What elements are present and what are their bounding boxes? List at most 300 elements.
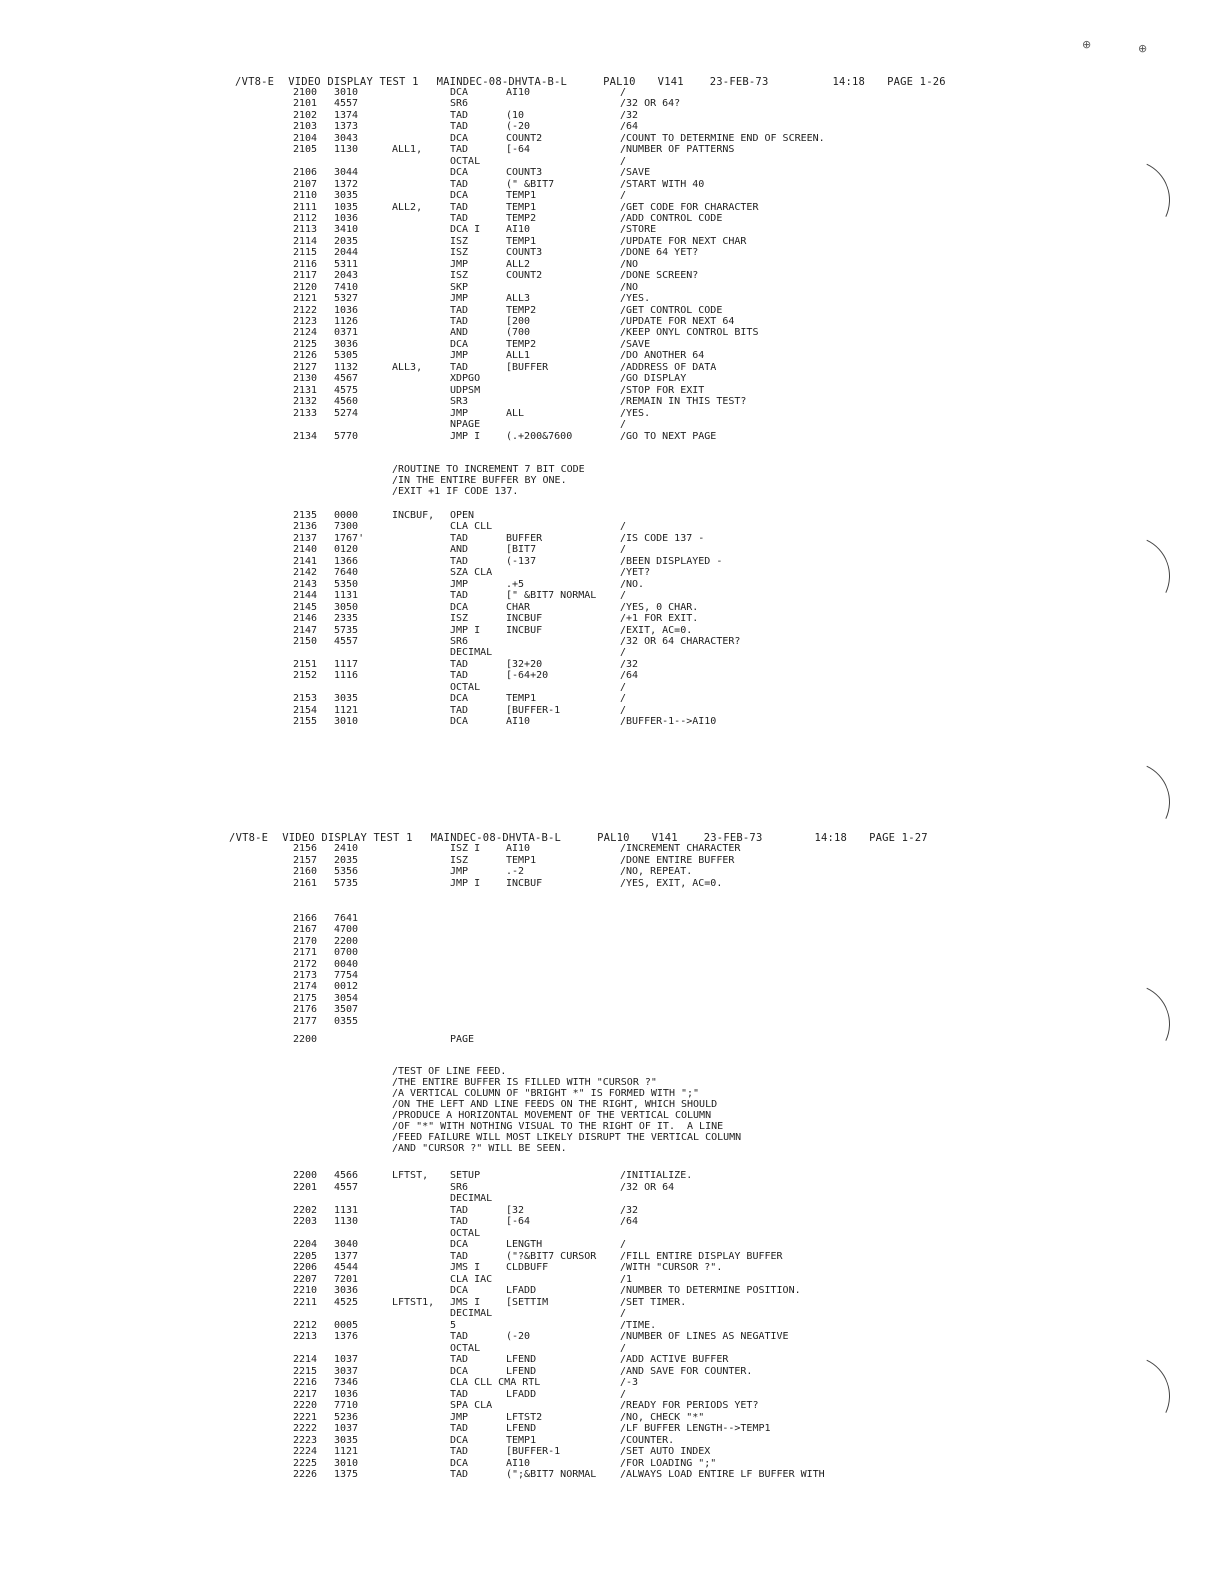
row-octal-code: 3043 bbox=[334, 132, 359, 144]
header-id: /VT8-E bbox=[235, 76, 275, 88]
row-address: 2124 bbox=[293, 327, 318, 339]
row-address: 2142 bbox=[293, 567, 318, 579]
row-octal-code: 5305 bbox=[334, 350, 359, 362]
row-comment: / bbox=[620, 419, 627, 431]
row-octal-code: 4575 bbox=[334, 384, 359, 396]
row-octal-code: 1117 bbox=[334, 658, 359, 670]
row-operand: [32 bbox=[506, 1204, 525, 1216]
row-opcode: JMS I bbox=[450, 1262, 481, 1273]
row-octal-code: 4700 bbox=[334, 924, 359, 936]
row-opcode: DCA bbox=[450, 716, 469, 728]
row-address: 2105 bbox=[293, 144, 318, 156]
header-time: 14:18 bbox=[814, 832, 848, 844]
row-label: ALL1, bbox=[392, 144, 423, 156]
row-octal-code: 3040 bbox=[334, 1239, 359, 1250]
comment-line: /THE ENTIRE BUFFER IS FILLED WITH "CURSOR ?" bbox=[392, 1077, 657, 1088]
row-comment: /NUMBER OF PATTERNS bbox=[620, 144, 735, 156]
row-address: 2151 bbox=[293, 658, 318, 670]
row-address: 2161 bbox=[293, 877, 318, 889]
row-comment: /ADD CONTROL CODE bbox=[620, 212, 723, 224]
row-octal-code: 5735 bbox=[334, 624, 359, 636]
row-octal-code: 1372 bbox=[334, 178, 359, 190]
row-opcode: TAD bbox=[450, 304, 469, 316]
row-operand: [" &BIT7 NORMAL bbox=[506, 590, 597, 602]
row-address: 2106 bbox=[293, 167, 318, 179]
row-octal-code: 1035 bbox=[334, 201, 359, 213]
row-octal-code: 7754 bbox=[334, 970, 359, 981]
comment-line: /PRODUCE A HORIZONTAL MOVEMENT OF THE VERTICAL COLUMN bbox=[392, 1110, 712, 1121]
row-address: 2222 bbox=[293, 1423, 318, 1434]
row-address: 2134 bbox=[293, 430, 318, 442]
row-comment: /GO DISPLAY bbox=[620, 373, 687, 385]
row-opcode: DECIMAL bbox=[450, 1308, 493, 1319]
row-octal-code: 0700 bbox=[334, 947, 359, 959]
row-opcode: JMP I bbox=[450, 877, 481, 889]
row-octal-code: 1375 bbox=[334, 1469, 359, 1480]
row-octal-code: 1037 bbox=[334, 1423, 359, 1434]
row-opcode: DCA bbox=[450, 1365, 469, 1377]
row-address: 2223 bbox=[293, 1434, 318, 1446]
row-operand: (-20 bbox=[506, 121, 531, 133]
row-opcode: TAD bbox=[450, 1216, 469, 1227]
row-octal-code: 5311 bbox=[334, 258, 359, 270]
row-octal-code: 7346 bbox=[334, 1377, 359, 1388]
row-opcode: DCA bbox=[450, 190, 469, 202]
row-operand: COUNT2 bbox=[506, 270, 543, 282]
row-comment: / bbox=[620, 544, 627, 556]
row-address: 2114 bbox=[293, 235, 318, 247]
row-octal-code: 7640 bbox=[334, 567, 359, 579]
row-opcode: AND bbox=[450, 327, 469, 339]
row-address: 2203 bbox=[293, 1216, 318, 1227]
row-comment: /UPDATE FOR NEXT CHAR bbox=[620, 235, 747, 247]
row-comment: /READY FOR PERIODS YET? bbox=[620, 1400, 759, 1411]
header-version: V141 bbox=[657, 76, 684, 88]
row-octal-code: 3035 bbox=[334, 693, 359, 705]
row-octal-code: 2335 bbox=[334, 613, 359, 625]
row-operand: (-137 bbox=[506, 555, 537, 567]
row-opcode: DECIMAL bbox=[450, 1193, 493, 1204]
row-operand: [-64 bbox=[506, 1216, 531, 1227]
row-operand: [BIT7 bbox=[506, 544, 537, 556]
row-operand: CHAR bbox=[506, 601, 531, 613]
directive-addr: 2200 bbox=[293, 1034, 318, 1045]
row-comment: /FOR LOADING ";" bbox=[620, 1457, 717, 1469]
row-comment: / bbox=[620, 647, 627, 659]
row-operand: COUNT2 bbox=[506, 132, 543, 144]
row-operand: AI10 bbox=[506, 224, 531, 236]
row-opcode: TAD bbox=[450, 555, 469, 567]
row-operand: (10 bbox=[506, 109, 525, 121]
row-octal-code: 3410 bbox=[334, 224, 359, 236]
row-octal-code: 4557 bbox=[334, 635, 359, 647]
row-octal-code: 5274 bbox=[334, 407, 359, 419]
row-octal-code: 4560 bbox=[334, 396, 359, 408]
row-octal-code: 1116 bbox=[334, 670, 359, 682]
row-octal-code: 3054 bbox=[334, 992, 359, 1004]
row-opcode: CLA CLL bbox=[450, 521, 493, 533]
row-comment: /NO, REPEAT. bbox=[620, 866, 693, 877]
row-opcode: TAD bbox=[450, 144, 469, 156]
row-address: 2204 bbox=[293, 1239, 318, 1250]
row-comment: /YET? bbox=[620, 567, 651, 579]
row-address: 2141 bbox=[293, 555, 318, 567]
header-title: VIDEO DISPLAY TEST 1 bbox=[282, 832, 413, 844]
row-address: 2113 bbox=[293, 224, 318, 236]
row-comment: /DO ANOTHER 64 bbox=[620, 350, 705, 362]
row-comment: /TIME. bbox=[620, 1319, 657, 1331]
row-opcode: TAD bbox=[450, 178, 469, 190]
row-operand: [-64+20 bbox=[506, 670, 549, 682]
row-octal-code: 1121 bbox=[334, 1446, 359, 1457]
row-octal-code: 5327 bbox=[334, 293, 359, 305]
row-octal-code: 1130 bbox=[334, 144, 359, 156]
row-comment: /IS CODE 137 - bbox=[620, 532, 705, 544]
row-octal-code: 3035 bbox=[334, 190, 359, 202]
corner-mark-right: ⊕ bbox=[1138, 42, 1148, 55]
row-operand: ("?&BIT7 CURSOR bbox=[506, 1250, 597, 1262]
row-octal-code: 3010 bbox=[334, 87, 359, 98]
row-opcode: TAD bbox=[450, 658, 469, 670]
row-octal-code: 5770 bbox=[334, 430, 359, 442]
row-comment: /32 bbox=[620, 109, 639, 121]
row-octal-code: 5350 bbox=[334, 578, 359, 590]
row-octal-code: 2200 bbox=[334, 935, 359, 947]
row-comment: /32 OR 64 bbox=[620, 1181, 675, 1193]
row-address: 2115 bbox=[293, 247, 318, 259]
header-version: V141 bbox=[651, 832, 678, 844]
row-address: 2112 bbox=[293, 212, 318, 224]
row-comment: /64 bbox=[620, 1216, 639, 1227]
corner-mark-left: ⊕ bbox=[1082, 38, 1092, 51]
row-address: 2126 bbox=[293, 350, 318, 362]
row-operand: COUNT3 bbox=[506, 167, 543, 179]
row-address: 2137 bbox=[293, 532, 318, 544]
row-comment: /REMAIN IN THIS TEST? bbox=[620, 396, 747, 408]
row-comment: /64 bbox=[620, 670, 639, 682]
row-operand: [200 bbox=[506, 316, 531, 327]
row-address: 2171 bbox=[293, 947, 318, 959]
row-octal-code: 2410 bbox=[334, 843, 359, 854]
header-time: 14:18 bbox=[832, 76, 866, 88]
row-opcode: DCA bbox=[450, 1239, 469, 1250]
row-octal-code: 3037 bbox=[334, 1365, 359, 1377]
row-opcode: DCA bbox=[450, 87, 469, 98]
row-operand: AI10 bbox=[506, 716, 531, 728]
row-address: 2154 bbox=[293, 704, 318, 716]
row-comment: / bbox=[620, 87, 627, 98]
row-address: 2122 bbox=[293, 304, 318, 316]
row-comment: /INCREMENT CHARACTER bbox=[620, 843, 741, 854]
row-comment: /DONE 64 YET? bbox=[620, 247, 699, 259]
row-address: 2170 bbox=[293, 935, 318, 947]
row-octal-code: 1131 bbox=[334, 1204, 359, 1216]
row-address: 2215 bbox=[293, 1365, 318, 1377]
row-opcode: TAD bbox=[450, 704, 469, 716]
row-octal-code: 1376 bbox=[334, 1331, 359, 1342]
row-opcode: UDPSM bbox=[450, 384, 481, 396]
row-address: 2200 bbox=[293, 1170, 318, 1181]
row-comment: / bbox=[620, 1239, 627, 1250]
header-assembler: PAL10 bbox=[603, 76, 636, 88]
row-octal-code: 4557 bbox=[334, 1181, 359, 1193]
row-opcode: TAD bbox=[450, 1331, 469, 1342]
row-operand: ALL2 bbox=[506, 258, 531, 270]
row-opcode: DCA bbox=[450, 693, 469, 705]
row-address: 2143 bbox=[293, 578, 318, 590]
row-opcode: TAD bbox=[450, 670, 469, 682]
row-address: 2131 bbox=[293, 384, 318, 396]
row-comment: /DONE ENTIRE BUFFER bbox=[620, 854, 735, 866]
row-octal-code: 1131 bbox=[334, 590, 359, 602]
row-comment: / bbox=[620, 521, 627, 533]
row-operand: (700 bbox=[506, 327, 531, 339]
row-octal-code: 7300 bbox=[334, 521, 359, 533]
comment-line: /AND "CURSOR ?" WILL BE SEEN. bbox=[392, 1143, 567, 1154]
row-operand: AI10 bbox=[506, 1457, 531, 1469]
row-operand: INCBUF bbox=[506, 624, 543, 636]
row-opcode: OCTAL bbox=[450, 155, 481, 167]
header-title: VIDEO DISPLAY TEST 1 bbox=[288, 76, 419, 88]
row-comment: /NUMBER TO DETERMINE POSITION. bbox=[620, 1285, 801, 1296]
row-comment: /32 OR 64? bbox=[620, 98, 681, 110]
row-comment: /SET AUTO INDEX bbox=[620, 1446, 711, 1457]
row-address: 2130 bbox=[293, 373, 318, 385]
row-opcode: ISZ bbox=[450, 235, 469, 247]
row-operand: LFADD bbox=[506, 1388, 537, 1400]
row-octal-code: 1126 bbox=[334, 316, 359, 327]
row-operand: [BUFFER-1 bbox=[506, 704, 561, 716]
header-maindec: MAINDEC-08-DHVTA-B-L bbox=[430, 832, 562, 844]
row-address: 2136 bbox=[293, 521, 318, 533]
row-address: 2224 bbox=[293, 1446, 318, 1457]
row-opcode: OCTAL bbox=[450, 1342, 481, 1354]
row-octal-code: 3036 bbox=[334, 338, 359, 350]
row-opcode: TAD bbox=[450, 1354, 469, 1365]
row-octal-code: 3035 bbox=[334, 1434, 359, 1446]
row-address: 2216 bbox=[293, 1377, 318, 1388]
header-page: PAGE 1-26 bbox=[887, 76, 946, 88]
row-operand: BUFFER bbox=[506, 532, 543, 544]
row-comment: /STORE bbox=[620, 224, 657, 236]
row-opcode: ISZ bbox=[450, 247, 469, 259]
row-opcode: TAD bbox=[450, 1446, 469, 1457]
row-octal-code: 2043 bbox=[334, 270, 359, 282]
row-octal-code: 0040 bbox=[334, 958, 359, 970]
row-operand: [-64 bbox=[506, 144, 531, 156]
row-opcode: SPA CLA bbox=[450, 1400, 493, 1411]
comment-line: /FEED FAILURE WILL MOST LIKELY DISRUPT THE VERTICAL COLUMN bbox=[392, 1132, 742, 1143]
row-address: 2226 bbox=[293, 1469, 318, 1480]
row-octal-code: 1374 bbox=[334, 109, 359, 121]
row-address: 2214 bbox=[293, 1354, 318, 1365]
row-octal-code: 7410 bbox=[334, 281, 359, 293]
row-octal-code: 3050 bbox=[334, 601, 359, 613]
row-octal-code: 2035 bbox=[334, 854, 359, 866]
row-address: 2201 bbox=[293, 1181, 318, 1193]
row-opcode: JMP bbox=[450, 1411, 469, 1423]
row-address: 2156 bbox=[293, 843, 318, 854]
row-address: 2133 bbox=[293, 407, 318, 419]
row-opcode: DCA bbox=[450, 132, 469, 144]
row-operand: AI10 bbox=[506, 87, 531, 98]
row-address: 2213 bbox=[293, 1331, 318, 1342]
row-opcode: TAD bbox=[450, 121, 469, 133]
comment-line: /OF "*" WITH NOTHING VISUAL TO THE RIGHT OF IT. A LINE bbox=[392, 1121, 724, 1132]
row-comment: /AND SAVE FOR COUNTER. bbox=[620, 1365, 753, 1377]
row-comment: / bbox=[620, 1342, 627, 1354]
row-address: 2173 bbox=[293, 970, 318, 981]
row-opcode: TAD bbox=[450, 590, 469, 602]
row-operand: LFTST2 bbox=[506, 1411, 543, 1423]
row-comment: /WITH "CURSOR ?". bbox=[620, 1262, 723, 1273]
row-comment: /1 bbox=[620, 1273, 633, 1285]
row-comment: /GET CONTROL CODE bbox=[620, 304, 723, 316]
row-opcode: ISZ bbox=[450, 854, 469, 866]
row-opcode: SZA CLA bbox=[450, 567, 493, 579]
row-operand: INCBUF bbox=[506, 613, 543, 625]
row-operand: TEMP1 bbox=[506, 235, 537, 247]
header-page: PAGE 1-27 bbox=[869, 832, 928, 844]
row-octal-code: 1121 bbox=[334, 704, 359, 716]
row-opcode: 5 bbox=[450, 1319, 457, 1331]
row-comment: / bbox=[620, 704, 627, 716]
row-opcode: TAD bbox=[450, 532, 469, 544]
row-label: ALL3, bbox=[392, 361, 423, 373]
row-address: 2123 bbox=[293, 316, 318, 327]
row-address: 2140 bbox=[293, 544, 318, 556]
row-address: 2206 bbox=[293, 1262, 318, 1273]
row-octal-code: 1366 bbox=[334, 555, 359, 567]
row-octal-code: 5236 bbox=[334, 1411, 359, 1423]
row-octal-code: 4544 bbox=[334, 1262, 359, 1273]
row-comment: /INITIALIZE. bbox=[620, 1170, 693, 1181]
header-id: /VT8-E bbox=[229, 832, 269, 844]
row-address: 2157 bbox=[293, 854, 318, 866]
row-address: 2147 bbox=[293, 624, 318, 636]
row-address: 2225 bbox=[293, 1457, 318, 1469]
row-comment: /+1 FOR EXIT. bbox=[620, 613, 699, 625]
row-opcode: TAD bbox=[450, 361, 469, 373]
row-operand: TEMP2 bbox=[506, 338, 537, 350]
test-description-comment bbox=[392, 1066, 741, 1154]
row-address: 2212 bbox=[293, 1319, 318, 1331]
row-octal-code: 4567 bbox=[334, 373, 359, 385]
row-opcode: TAD bbox=[450, 109, 469, 121]
row-opcode: NPAGE bbox=[450, 419, 481, 431]
row-opcode: DECIMAL bbox=[450, 647, 493, 659]
row-octal-code: 2044 bbox=[334, 247, 359, 259]
row-comment: /LF BUFFER LENGTH-->TEMP1 bbox=[620, 1423, 771, 1434]
row-opcode: JMP bbox=[450, 258, 469, 270]
row-address: 2144 bbox=[293, 590, 318, 602]
row-octal-code: 0120 bbox=[334, 544, 359, 556]
row-comment: /KEEP ONYL CONTROL BITS bbox=[620, 327, 759, 339]
row-octal-code: 1132 bbox=[334, 361, 359, 373]
row-opcode: TAD bbox=[450, 201, 469, 213]
row-opcode: TAD bbox=[450, 1469, 469, 1480]
row-address: 2102 bbox=[293, 109, 318, 121]
row-address: 2167 bbox=[293, 924, 318, 936]
row-address: 2145 bbox=[293, 601, 318, 613]
row-opcode: TAD bbox=[450, 1423, 469, 1434]
row-opcode: OCTAL bbox=[450, 681, 481, 693]
row-comment: /NO bbox=[620, 258, 639, 270]
row-comment: / bbox=[620, 681, 627, 693]
row-comment: /SAVE bbox=[620, 167, 651, 179]
row-octal-code: 0005 bbox=[334, 1319, 359, 1331]
row-address: 2207 bbox=[293, 1273, 318, 1285]
row-address: 2175 bbox=[293, 992, 318, 1004]
comment-line: /IN THE ENTIRE BUFFER BY ONE. bbox=[392, 475, 567, 486]
comment-line: /ON THE LEFT AND LINE FEEDS ON THE RIGHT, WHICH SHOULD bbox=[392, 1099, 718, 1110]
row-octal-code: 7710 bbox=[334, 1400, 359, 1411]
row-operand: AI10 bbox=[506, 843, 531, 854]
row-address: 2166 bbox=[293, 913, 318, 924]
page-directive bbox=[0, 1034, 1224, 1067]
row-opcode: DCA bbox=[450, 167, 469, 179]
row-opcode: OPEN bbox=[450, 510, 475, 521]
row-opcode: ISZ bbox=[450, 613, 469, 625]
row-comment: / bbox=[620, 590, 627, 602]
row-address: 2221 bbox=[293, 1411, 318, 1423]
row-opcode: SR3 bbox=[450, 396, 469, 408]
row-octal-code: 1036 bbox=[334, 212, 359, 224]
row-octal-code: 1037 bbox=[334, 1354, 359, 1365]
row-address: 2127 bbox=[293, 361, 318, 373]
row-operand: [BUFFER-1 bbox=[506, 1446, 561, 1457]
row-octal-code: 7201 bbox=[334, 1273, 359, 1285]
row-operand: TEMP1 bbox=[506, 1434, 537, 1446]
row-comment: /SET TIMER. bbox=[620, 1296, 687, 1308]
row-label: INCBUF, bbox=[392, 510, 435, 521]
row-opcode: SR6 bbox=[450, 1181, 469, 1193]
row-comment: /YES, EXIT, AC=0. bbox=[620, 877, 723, 889]
row-opcode: DCA I bbox=[450, 224, 481, 236]
row-octal-code: 4566 bbox=[334, 1170, 359, 1181]
row-comment: /ADDRESS OF DATA bbox=[620, 361, 717, 373]
row-octal-code: 5735 bbox=[334, 877, 359, 889]
row-address: 2125 bbox=[293, 338, 318, 350]
row-address: 2132 bbox=[293, 396, 318, 408]
row-comment: /STOP FOR EXIT bbox=[620, 384, 705, 396]
row-operand: LENGTH bbox=[506, 1239, 543, 1250]
row-octal-code: 0012 bbox=[334, 981, 359, 993]
row-opcode: ISZ bbox=[450, 270, 469, 282]
row-opcode: TAD bbox=[450, 212, 469, 224]
row-octal-code: 1036 bbox=[334, 1388, 359, 1400]
row-comment: / bbox=[620, 155, 627, 167]
row-comment: / bbox=[620, 190, 627, 202]
row-address: 2101 bbox=[293, 98, 318, 110]
row-address: 2103 bbox=[293, 121, 318, 133]
row-address: 2153 bbox=[293, 693, 318, 705]
row-comment: /NUMBER OF LINES AS NEGATIVE bbox=[620, 1331, 789, 1342]
row-comment: /COUNTER. bbox=[620, 1434, 675, 1446]
row-comment: /EXIT, AC=0. bbox=[620, 624, 693, 636]
row-octal-code: 1373 bbox=[334, 121, 359, 133]
row-opcode: DCA bbox=[450, 1434, 469, 1446]
row-opcode: DCA bbox=[450, 1285, 469, 1296]
row-opcode: TAD bbox=[450, 1250, 469, 1262]
row-octal-code: 1130 bbox=[334, 1216, 359, 1227]
row-comment: /GO TO NEXT PAGE bbox=[620, 430, 717, 442]
row-label: ALL2, bbox=[392, 201, 423, 213]
row-address: 2210 bbox=[293, 1285, 318, 1296]
row-comment: /32 bbox=[620, 658, 639, 670]
row-comment: /BUFFER-1-->AI10 bbox=[620, 716, 717, 728]
row-octal-code: 5356 bbox=[334, 866, 359, 877]
